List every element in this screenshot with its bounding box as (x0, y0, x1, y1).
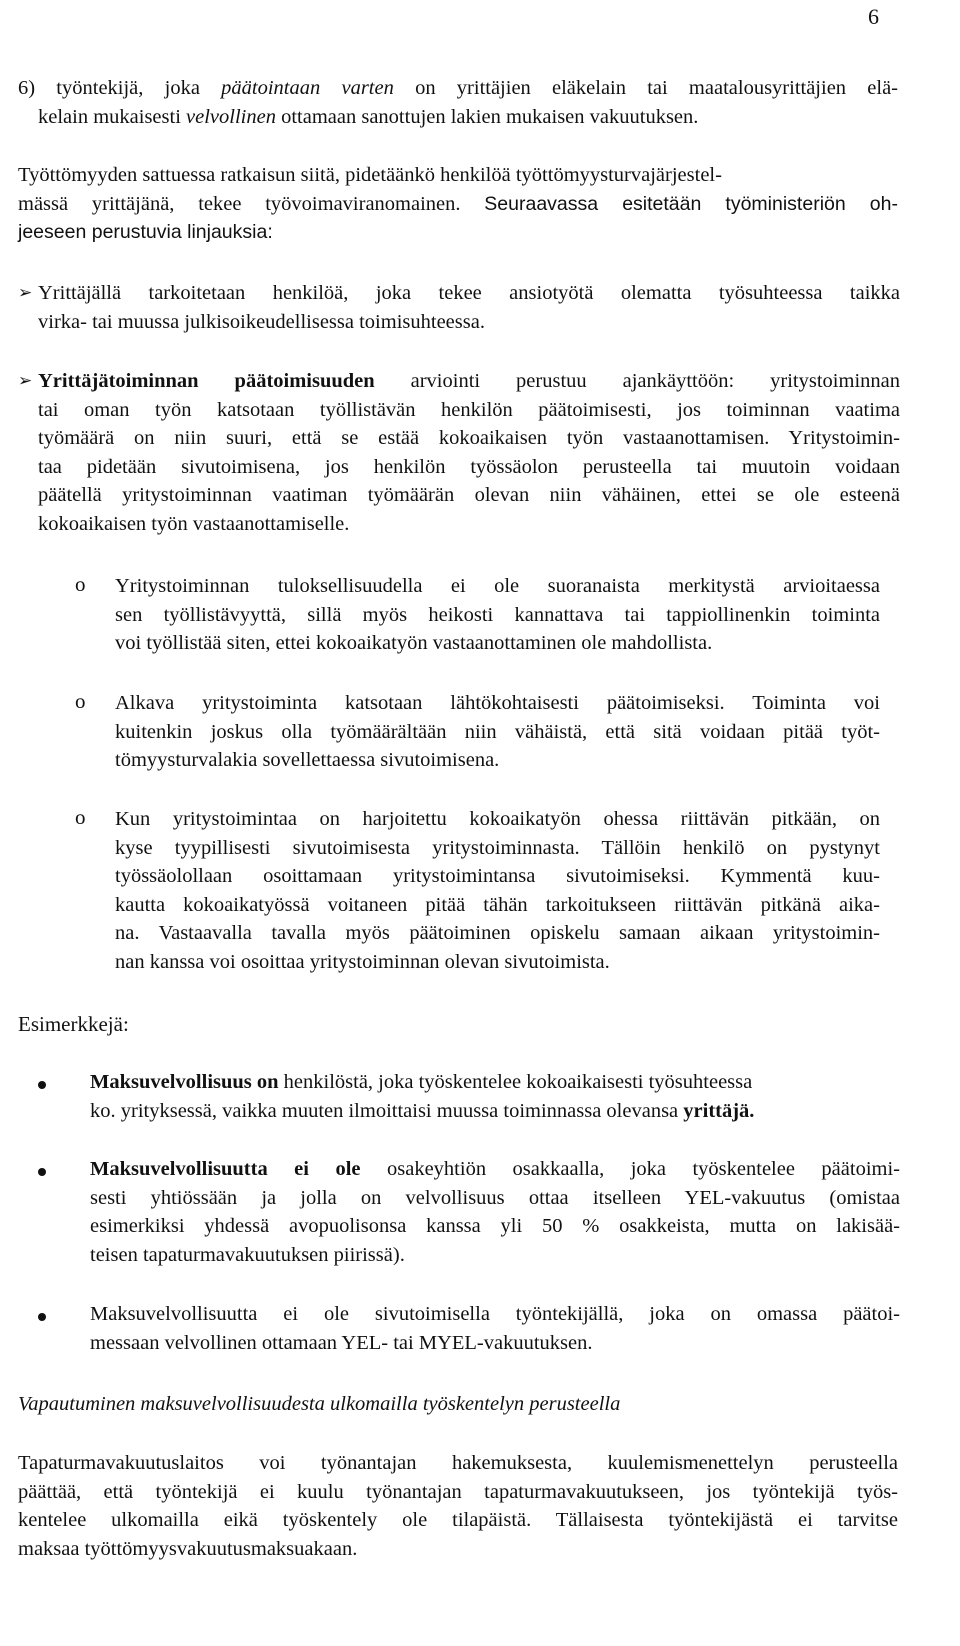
sub-item-2-line-3: tömyysturvalakia sovellettaessa sivutoimisena. (115, 749, 500, 771)
circle-bullet-icon: o (75, 572, 86, 596)
arrow-item-2-bold: Yrittäjätoiminnan päätoimisuuden (38, 370, 375, 392)
arrow-item-2-line-3: työmäärä on niin suuri, että se estää kokoaikaisen työn vastaanottamisen. Yritystoimin- (38, 427, 900, 449)
sub-item-2 (115, 689, 880, 775)
arrow-item-2-line-1: Yrittäjätoiminnan päätoimisuuden arviointi perustuu ajankäyttöön: yritystoiminnan (38, 370, 900, 392)
examples-heading: Esimerkkejä: (18, 1012, 129, 1036)
bullet-dot-icon (38, 1313, 46, 1321)
bullet-2-line-4: teisen tapaturmavakuutuksen piirissä). (90, 1243, 405, 1266)
item-6-line-1: 6) työntekijä, joka päätointaan varten on yrittäjien eläkelain tai maatalousyrittäjien elä- (18, 77, 898, 99)
sub-item-3-line-2: kyse tyypillisesti sivutoimisesta yritystoiminnasta. Tällöin henkilö on pystynyt (115, 836, 880, 859)
sub-item-3 (115, 805, 880, 976)
arrow-item-2-line-2: tai oman työn katsotaan työllistävän henkilön päätoimisesti, jos toiminnan vaatima (38, 398, 900, 421)
bullet-3-line-1: Maksuvelvollisuutta ei ole sivutoimisella työntekijällä, joka on omassa päätoi- (90, 1303, 900, 1325)
sub-item-3-line-4: kautta kokoaikatyössä voitaneen pitää tähän tarkoitukseen riittävän pitkänä aika- (115, 893, 880, 916)
circle-bullet-icon: o (75, 689, 86, 713)
arrow-item-2-line-6: kokoaikaisen työn vastaanottamiselle. (38, 512, 350, 535)
sub-item-3-line-3: työssäolollaan osoittamaan yritystoimintansa sivutoimiseksi. Kymmentä kuu- (115, 865, 880, 887)
circle-bullet-icon: o (75, 805, 86, 829)
bullet-1-bold-end: yrittäjä. (683, 1099, 755, 1122)
sub-item-3-line-1: Kun yritystoimintaa on harjoitettu kokoaikatyön ohessa riittävän pitkään, on (115, 808, 880, 830)
bullet-2-line-1: Maksuvelvollisuutta ei ole osakeyhtiön osakkaalla, joka työskentelee päätoimi- (90, 1158, 900, 1180)
section-heading: Vapautuminen maksuvelvollisuudesta ulkomailla työskentelyn perusteella (18, 1393, 621, 1415)
intro-paragraph (18, 161, 898, 247)
sub-item-3-line-6: nan kanssa voi osoittaa yritystoiminnan olevan sivutoimista. (115, 950, 610, 973)
final-line-2: päättää, että työntekijä ei kuulu työnantajan tapaturmavakuutukseen, jos työntekijä työs- (18, 1480, 898, 1503)
sub-item-1-line-3: voi työllistää siten, ettei kokoaikatyön vastaanottaminen ole mahdollista. (115, 632, 713, 654)
intro-line-3: jeeseen perustuvia linjauksia: (18, 221, 273, 243)
bullet-2-line-3: esimerkiksi yhdessä avopuolisonsa kanssa yli 50 % osakkeista, mutta on lakisää- (90, 1215, 900, 1237)
bullet-2 (90, 1155, 900, 1269)
final-line-4: maksaa työttömyysvakuutusmaksuakaan. (18, 1537, 358, 1560)
arrow-bullet-icon: ➢ (18, 283, 33, 303)
item-6-emphasis-1: päätointaan varten (221, 77, 394, 99)
intro-line-1: Työttömyyden sattuessa ratkaisun siitä, pidetäänkö henkilöä työttömyysturvajärjestel- (18, 164, 722, 186)
arrow-item-2 (38, 367, 900, 538)
final-line-3: kentelee ulkomailla eikä työskentely ole tilapäistä. Tällaisesta työntekijästä ei tarvitse (18, 1509, 898, 1531)
arrow-item-2-line-4: taa pidetään sivutoimisena, jos henkilön työssäolon perusteella tai muutoin voidaan (38, 455, 900, 478)
final-line-1: Tapaturmavakuutuslaitos voi työnantajan hakemuksesta, kuulemismenettelyn perusteella (18, 1452, 898, 1474)
arrow-item-1-line-1: Yrittäjällä tarkoitetaan henkilöä, joka tekee ansiotyötä olematta työsuhteessa taikka (38, 282, 900, 304)
sub-item-2-line-1: Alkava yritystoiminta katsotaan lähtökohtaisesti päätoimiseksi. Toiminta voi (115, 692, 880, 714)
item-6-emphasis-2: velvollinen (186, 105, 276, 128)
sub-item-1-line-1: Yritystoiminnan tuloksellisuudella ei ole suoranaista merkitystä arvioitaessa (115, 575, 880, 597)
arrow-item-2-line-5: päätellä yritystoiminnan vaatiman työmäärän olevan niin vähäinen, ettei se ole esteenä (38, 484, 900, 506)
page-number: 6 (868, 4, 879, 29)
bullet-3 (90, 1300, 900, 1357)
final-paragraph (18, 1449, 898, 1563)
arrow-bullet-icon: ➢ (18, 371, 33, 391)
item-6-line-2: kelain mukaisesti velvollinen ottamaan sanottujen lakien mukaisen vakuutuksen. (38, 105, 699, 128)
bullet-3-line-2: messaan velvollinen ottamaan YEL- tai MYEL-vakuutuksen. (90, 1331, 593, 1354)
item-6 (18, 74, 898, 131)
bullet-1-bold: Maksuvelvollisuus on (90, 1071, 279, 1093)
bullet-dot-icon (38, 1168, 46, 1176)
sub-item-1 (115, 572, 880, 658)
bullet-2-bold: Maksuvelvollisuutta ei ole (90, 1158, 361, 1180)
bullet-1-line-2: ko. yrityksessä, vaikka muuten ilmoittaisi muussa toiminnassa olevansa yrittäjä. (90, 1099, 755, 1122)
intro-line-2: mässä yrittäjänä, tekee työvoimaviranomainen. Seuraavassa esitetään työministeriön oh- (18, 192, 898, 215)
arrow-item-1 (38, 279, 900, 336)
sub-item-1-line-2: sen työllistävyyttä, sillä myös heikosti kannattava tai tappiollinenkin toiminta (115, 603, 880, 626)
bullet-1-line-1: Maksuvelvollisuus on henkilöstä, joka työskentelee kokoaikaisesti työsuhteessa (90, 1071, 753, 1093)
sub-item-2-line-2: kuitenkin joskus olla työmäärältään niin vähäistä, että sitä voidaan pitää työt- (115, 720, 880, 743)
sub-item-3-line-5: na. Vastaavalla tavalla myös päätoiminen opiskelu samaan aikaan yritystoimin- (115, 922, 880, 944)
bullet-dot-icon (38, 1081, 46, 1089)
arrow-item-1-line-2: virka- tai muussa julkisoikeudellisessa toimisuhteessa. (38, 310, 485, 333)
bullet-1 (90, 1068, 902, 1125)
bullet-2-line-2: sesti yhtiössään ja jolla on velvollisuus ottaa itselleen YEL-vakuutus (omistaa (90, 1186, 900, 1209)
